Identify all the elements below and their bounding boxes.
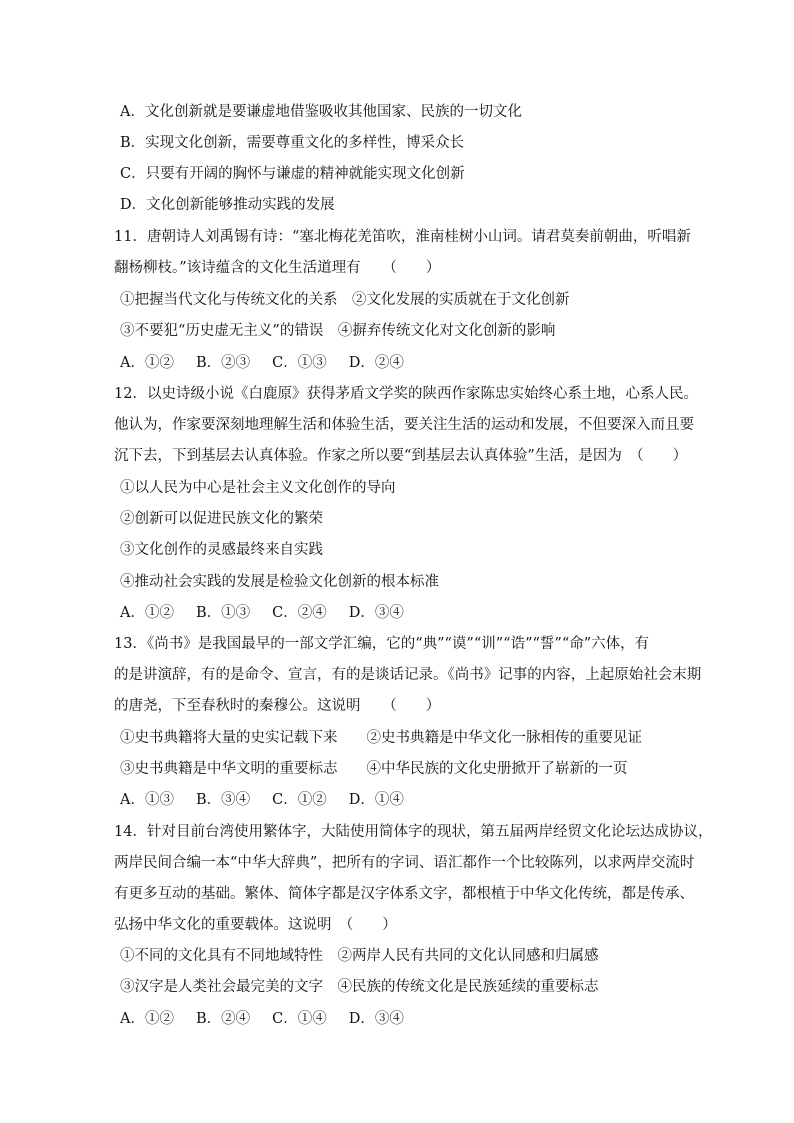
q14-choice-b: B．②④ [195, 1011, 251, 1027]
q14-item-2: ③汉字是人类社会最完美的文字 ④民族的传统文化是民族延续的重要标志 [120, 979, 599, 995]
q10-option-a: A．文化创新就是要谦虚地借鉴吸收其他国家、民族的一切文化 [120, 104, 522, 120]
q14-choices [120, 1009, 404, 1029]
q14-choice-c: C．①④ [272, 1011, 327, 1027]
q12-stem-line2: 他认为，作家要深刻地理解生活和体验生活，要关注生活的运动和发展，不但要深入而且要 [114, 417, 694, 433]
q13-choices [120, 790, 404, 810]
q11-choice-b: B．②③ [195, 355, 251, 371]
q11-choice-d: D．②④ [348, 355, 404, 371]
q13-item-1: ①史书典籍将大量的史实记载下来 ②史书典籍是中华文化一脉相传的重要见证 [120, 730, 642, 746]
q11-choices [120, 353, 404, 373]
q13-stem-line3: 的唐尧，下至春秋时的秦穆公。这说明 （ ） [114, 698, 441, 714]
q14-stem-line4: 弘扬中华文化的重要载体。这说明 （ ） [114, 917, 397, 933]
q12-item-1: ①以人民为中心是社会主义文化创作的导向 [120, 480, 396, 496]
q14-stem-line3: 有更多互动的基础。繁体、简体字都是汉字体系文字，都根植于中华文化传统，都是传承、 [114, 886, 694, 902]
q14-stem-line1: 14．针对目前台湾使用繁体字，大陆使用简体字的现状，第五届两岸经贸文化论坛达成协议， [114, 824, 713, 840]
q13-item-2: ③史书典籍是中华文明的重要标志 ④中华民族的文化史册掀开了崭新的一页 [120, 761, 628, 777]
q11-item-1: ①把握当代文化与传统文化的关系 ②文化发展的实质就在于文化创新 [120, 292, 570, 308]
q12-stem-line3: 沉下去，下到基层去认真体验。作家之所以要“到基层去认真体验”生活，是因为 （ ） [114, 448, 688, 464]
q13-choice-c: C．①② [272, 792, 327, 808]
q14-choice-d: D．③④ [348, 1011, 404, 1027]
q12-item-4: ④推动社会实践的发展是检验文化创新的根本标准 [120, 574, 439, 590]
q13-choice-b: B．③④ [195, 792, 251, 808]
q12-choices [120, 603, 404, 623]
q11-stem-line1: 11．唐朝诗人刘禹锡有诗：“塞北梅花羌笛吹，淮南桂树小山词。请君莫奏前朝曲，听唱新 [114, 229, 691, 245]
q10-option-c: C．只要有开阔的胸怀与谦虚的精神就能实现文化创新 [120, 166, 465, 182]
q12-choice-b: B．①③ [195, 605, 251, 621]
q12-stem-line1: 12．以史诗级小说《白鹿原》获得茅盾文学奖的陕西作家陈忠实始终心系土地，心系人民。 [114, 386, 698, 402]
q12-choice-c: C．②④ [272, 605, 327, 621]
q11-choice-a: A．①② [120, 355, 174, 371]
q11-choice-c: C．①③ [272, 355, 327, 371]
q13-choice-a: A．①③ [120, 792, 174, 808]
q13-stem-line1: 13．《尚书》是我国最早的一部文学汇编，它的“典”“谟”“训”“诰”“誓”“命”六体，有 [114, 636, 650, 652]
q12-choice-d: D．③④ [348, 605, 404, 621]
q12-choice-a: A．①② [120, 605, 174, 621]
q14-item-1: ①不同的文化具有不同地域特性 ②两岸人民有共同的文化认同感和归属感 [120, 948, 599, 964]
q12-item-3: ③文化创作的灵感最终来自实践 [120, 542, 323, 558]
q14-choice-a: A．①② [120, 1011, 174, 1027]
q11-item-2: ③不要犯“历史虚无主义”的错误 ④摒弃传统文化对文化创新的影响 [120, 323, 556, 339]
q10-option-d: D．文化创新能够推动实践的发展 [120, 197, 335, 213]
q11-stem-line2: 翻杨柳枝。”该诗蕴含的文化生活道理有 （ ） [114, 260, 441, 276]
q13-choice-d: D．①④ [348, 792, 404, 808]
q10-option-b: B．实现文化创新，需要尊重文化的多样性，博采众长 [120, 135, 465, 151]
q13-stem-line2: 的是讲演辞，有的是命令、宣言，有的是谈话记录。《尚书》记事的内容，上起原始社会末期 [114, 667, 702, 683]
q12-item-2: ②创新可以促进民族文化的繁荣 [120, 511, 323, 527]
q14-stem-line2: 两岸民间合编一本“中华大辞典”，把所有的字词、语汇都作一个比较陈列，以求两岸交流时 [114, 855, 695, 871]
